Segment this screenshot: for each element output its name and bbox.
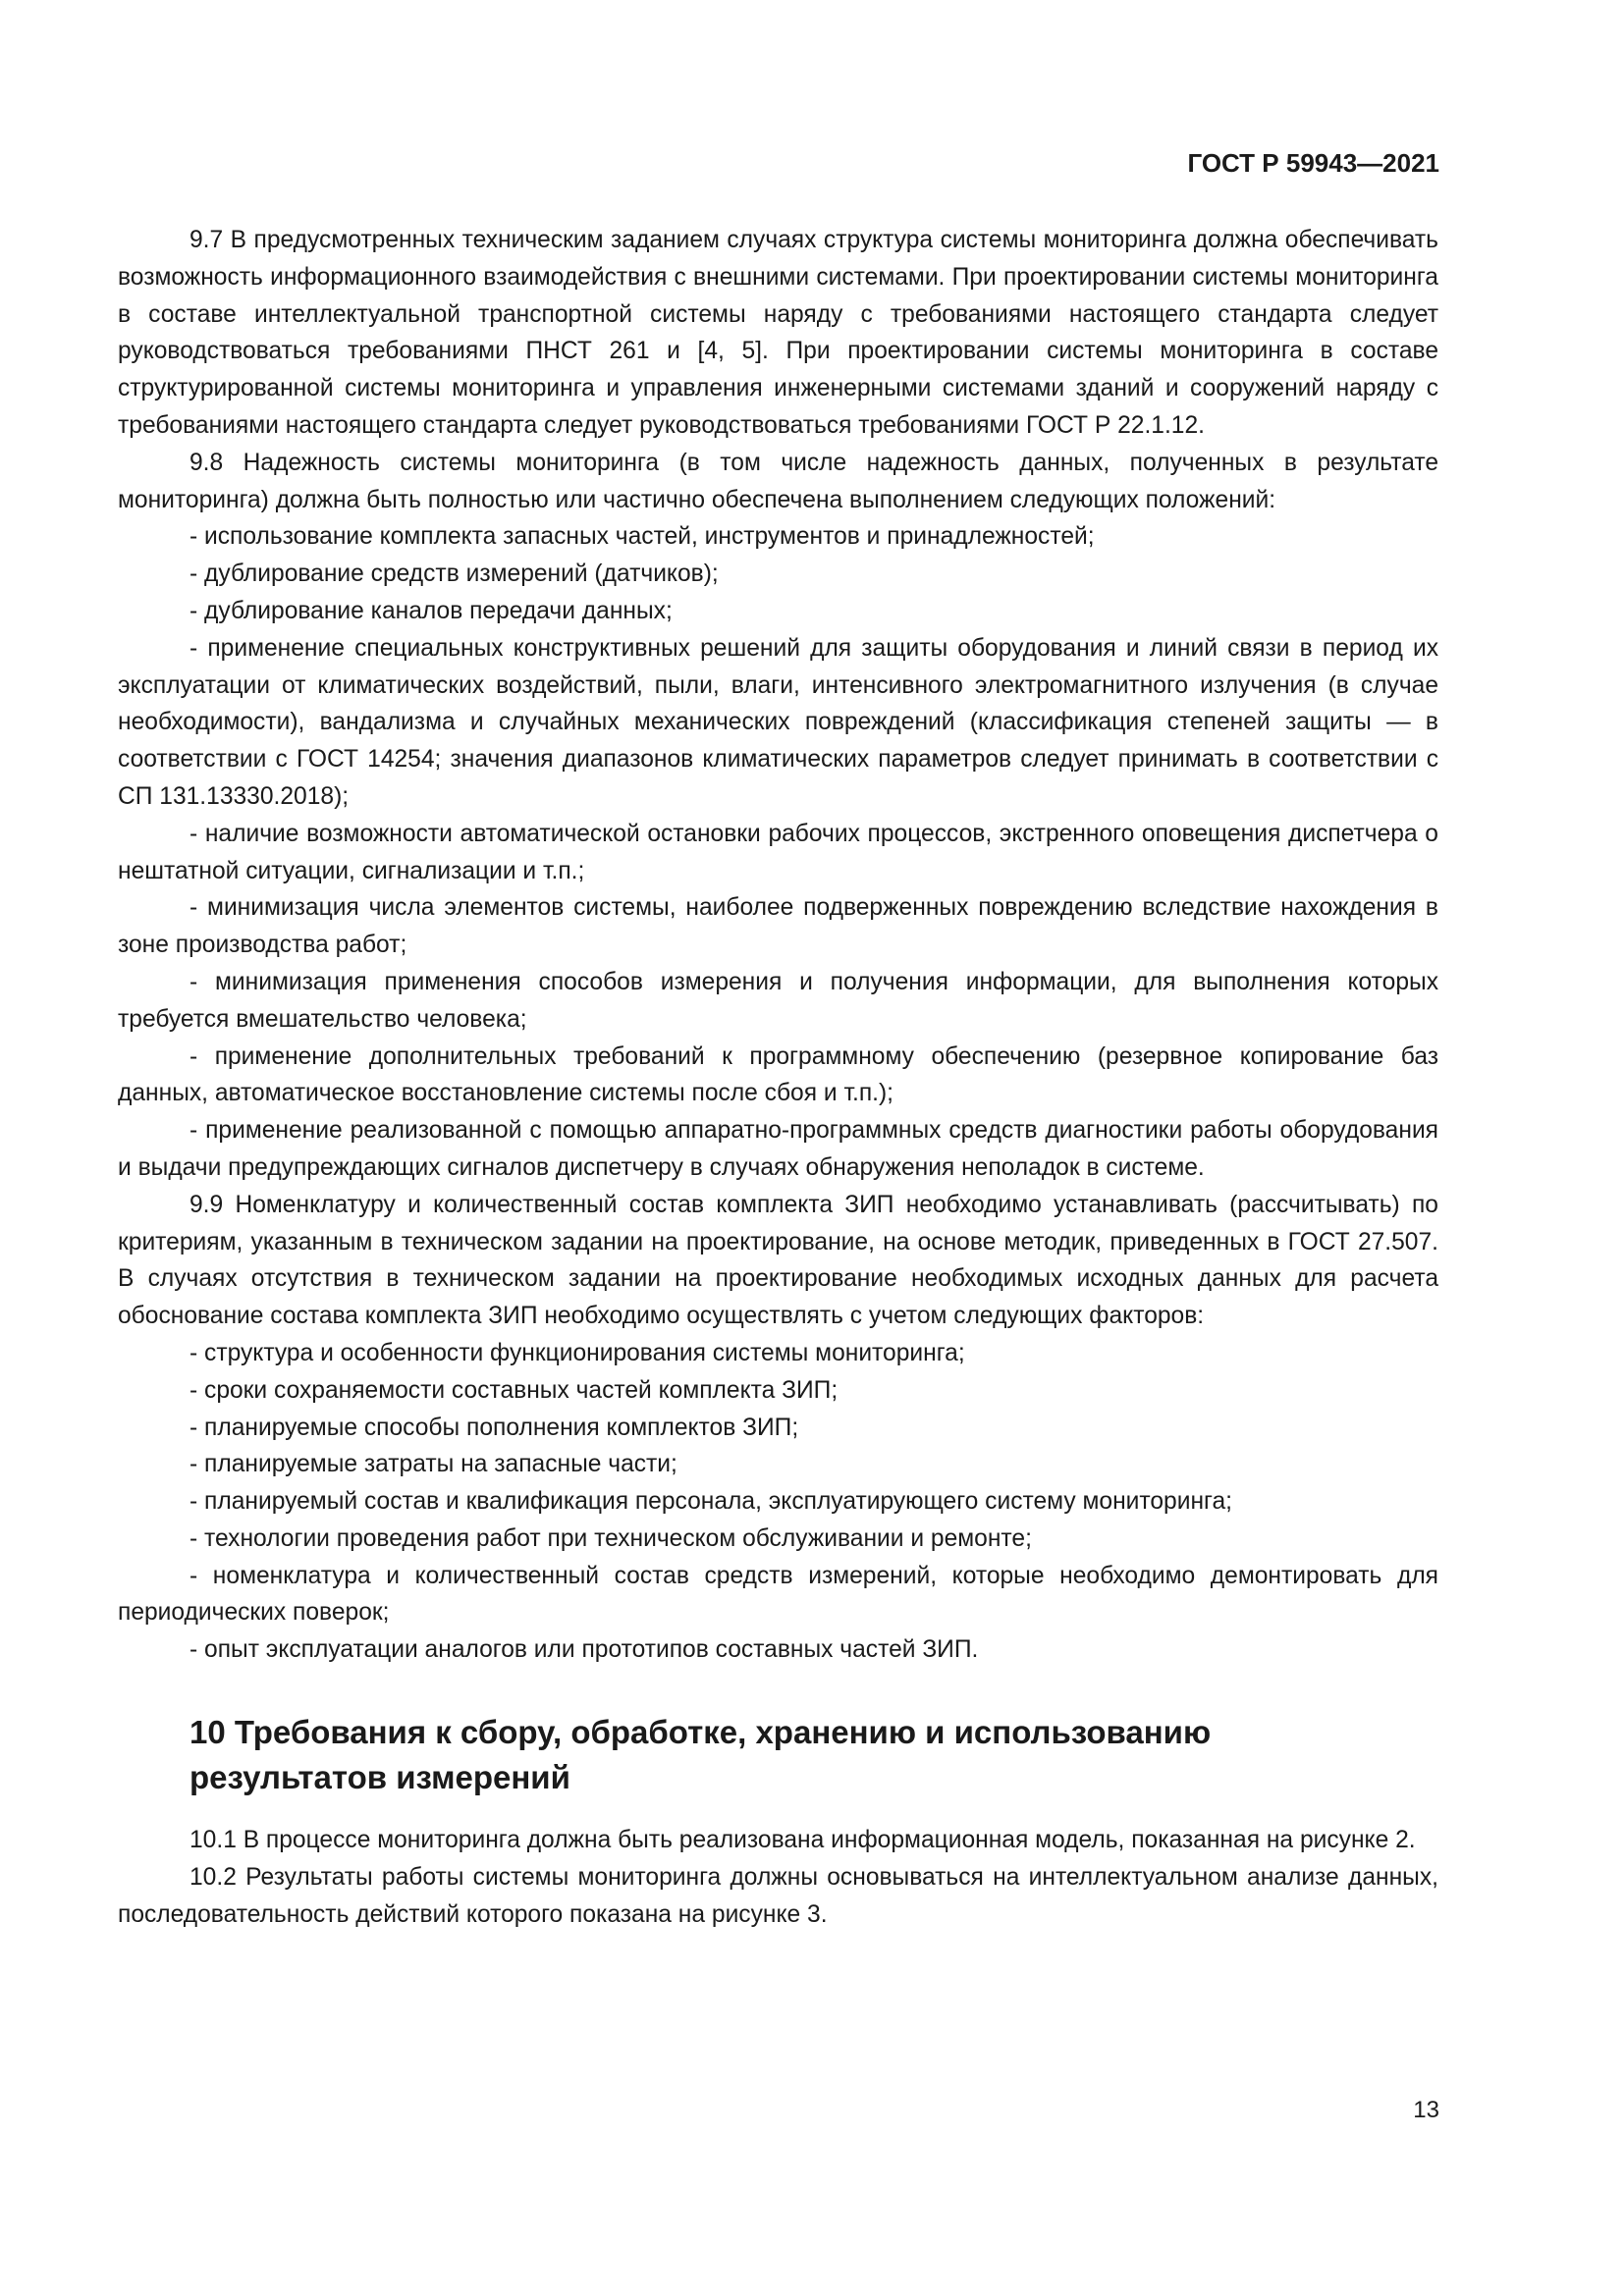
paragraph-9-7: 9.7 В предусмотренных техническим заданием случаях структура системы мониторинга должна обеспечивать возможность информационного взаимодействия с внешними системами. При проектировании системы мониторинга в составе интеллектуальной транспортной системы наряду с требованиями настоящего стандарта следует руководствоваться требованиями ПНСТ 261 и [4, 5]. При проектировании системы мониторинга в составе структурированной системы мониторинга и управления инженерными системами зданий и сооружений наряду с требованиями настоящего стандарта следует руководствоваться требованиями ГОСТ Р 22.1.12. <box>118 227 1438 439</box>
page-number: 13 <box>1413 2097 1439 2123</box>
list-item: - структура и особенности функционирования системы мониторинга; <box>189 1339 965 1366</box>
list-item: - сроки сохраняемости составных частей комплекта ЗИП; <box>189 1376 839 1404</box>
paragraph-9-8: 9.8 Надежность системы мониторинга (в том числе надежность данных, полученных в результате мониторинга) должна быть полностью или частично обеспечена выполнением следующих положений: <box>118 449 1438 513</box>
list-item: - использование комплекта запасных частей, инструментов и принадлежностей; <box>189 523 1095 551</box>
paragraph-10-2: 10.2 Результаты работы системы мониторинга должны основываться на интеллектуальном анализе данных, последовательность действий которого показана на рисунке 3. <box>118 1863 1438 1928</box>
list-item: - дублирование средств измерений (датчиков); <box>189 561 719 588</box>
section-10-title-line1: 10 Требования к сбору, обработке, хранению и использованию <box>189 1714 1212 1751</box>
document-id-header: ГОСТ Р 59943—2021 <box>1187 148 1439 178</box>
list-item: - технологии проведения работ при техническом обслуживании и ремонте; <box>189 1524 1032 1552</box>
paragraph-9-9: 9.9 Номенклатуру и количественный состав комплекта ЗИП необходимо устанавливать (рассчитывать) по критериям, указанным в техническом задании на проектирование, на основе методик, приведенных в ГОСТ 27.507. В случаях отсутствия в техническом задании на проектирование необходимых исходных данных для расчета обоснование состава комплекта ЗИП необходимо осуществлять с учетом следующих факторов: <box>118 1191 1438 1330</box>
list-item: - применение специальных конструктивных решений для защиты оборудования и линий связи в период их эксплуатации от климатических воздействий, пыли, влаги, интенсивного электромагнитного излучения (в случае необходимости), вандализма и случайных механических повреждений (классификация степеней защиты — в соответствии с ГОСТ 14254; значения диапазонов климатических параметров следует принимать в соответствии с СП 131.13330.2018); <box>118 634 1438 810</box>
list-item: - применение дополнительных требований к программному обеспечению (резервное копирование баз данных, автоматическое восстановление системы после сбоя и т.п.); <box>118 1042 1438 1107</box>
list-item: - минимизация числа элементов системы, наиболее подверженных повреждению вследствие нахождения в зоне производства работ; <box>118 894 1438 959</box>
list-item: - планируемые способы пополнения комплектов ЗИП; <box>189 1414 799 1441</box>
section-10-title-line2: результатов измерений <box>189 1759 570 1796</box>
paragraph-10-1: 10.1 В процессе мониторинга должна быть реализована информационная модель, показанная на рисунке 2. <box>189 1827 1416 1854</box>
list-item: - опыт эксплуатации аналогов или прототипов составных частей ЗИП. <box>189 1636 979 1664</box>
list-item: - наличие возможности автоматической остановки рабочих процессов, экстренного оповещения диспетчера о нештатной ситуации, сигнализации и т.п.; <box>118 820 1438 884</box>
list-item: - номенклатура и количественный состав средств измерений, которые необходимо демонтировать для периодических поверок; <box>118 1562 1438 1627</box>
list-item: - планируемый состав и квалификация персонала, эксплуатирующего систему мониторинга; <box>189 1488 1232 1516</box>
list-item: - планируемые затраты на запасные части; <box>189 1451 677 1478</box>
document-body <box>118 222 1438 1933</box>
list-item: - минимизация применения способов измерения и получения информации, для выполнения которых требуется вмешательство человека; <box>118 968 1438 1033</box>
section-10-heading <box>189 1710 1438 1800</box>
list-item: - применение реализованной с помощью аппаратно-программных средств диагностики работы оборудования и выдачи предупреждающих сигналов диспетчеру в случаях обнаружения неполадок в системе. <box>118 1117 1438 1181</box>
list-item: - дублирование каналов передачи данных; <box>189 597 673 624</box>
